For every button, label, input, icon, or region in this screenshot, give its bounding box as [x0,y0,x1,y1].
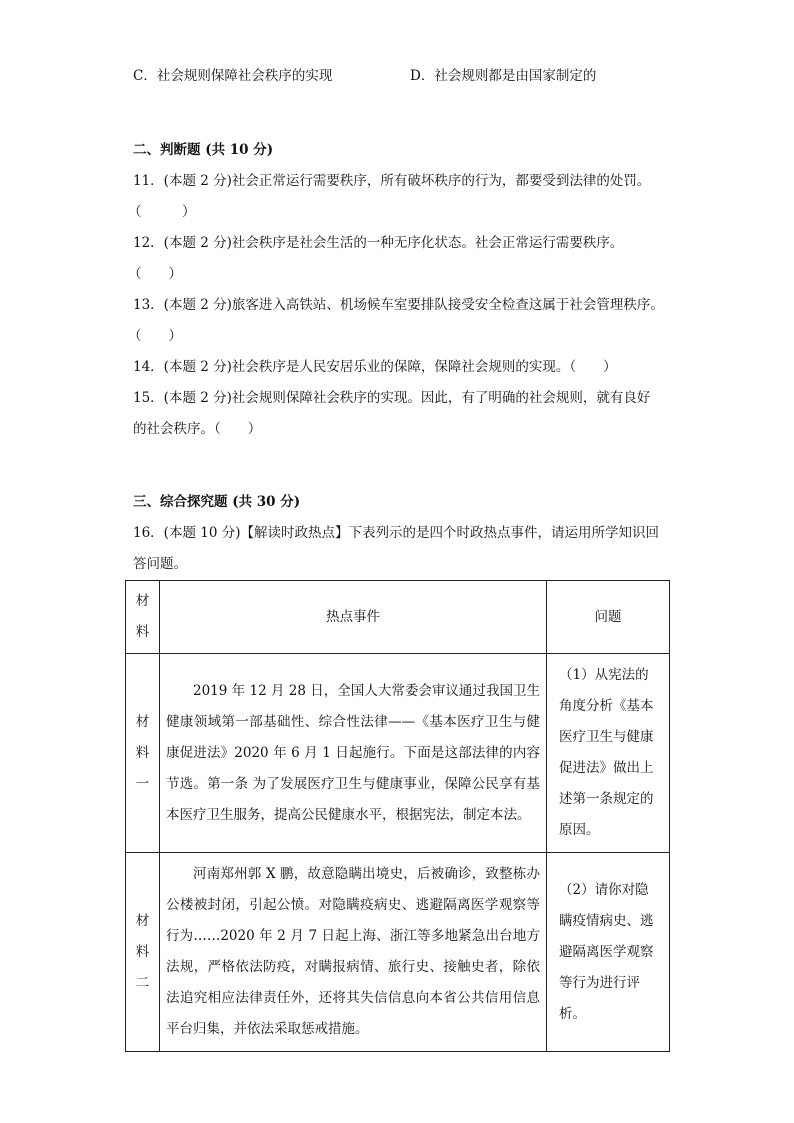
row-1-event [160,654,547,853]
section-3-title: 三、综合探究题 (共 30 分) [133,494,301,510]
row-1-material-char-1: 材 [135,713,150,730]
row-2-event [160,853,547,1052]
row-2-material-char-1: 材 [135,912,150,929]
question-14: 14．(本题 2 分)社会秩序是人民安居乐业的保障，保障社会规则的实现。（ ） [133,359,617,375]
table-header-row [126,581,670,654]
row-2-material [126,853,160,1052]
hot-events-table [125,580,670,1052]
row-1-event-text: 2019 年 12 月 28 日，全国人大常委会审议通过我国卫生健康领域第一部基础性、综合性法律——《基本医疗卫生与健康促进法》2020 年 6 月 1 日起施行。下面是这部法律的内容节选。第一条 为了发展医疗卫生与健康事业，保障公民享有基本医疗卫生服务，提高公民健康水平，根据宪法，制定本法。 [166,682,540,823]
row-1-question: （1）从宪法的角度分析《基本医疗卫生与健康促进法》做出上述第一条规定的原因。 [547,654,670,853]
row-2-event-text: 河南郑州郭 X 鹏，故意隐瞒出境史，后被确诊，致整栋办公楼被封闭，引起公愤。对隐瞒疫病史、逃避隔离医学观察等行为……2020 年 2 月 7 日起上海、浙江等多地紧急出台地方法规，严格依法防疫，对瞒报病情、旅行史、接触史者，除依法追究相应法律责任外，还将其失信信息向本省公共信用信息平台归集，并依法采取惩戒措施。 [166,866,540,1037]
question-13-blank: （ ） [128,328,182,344]
row-1-material [126,654,160,853]
question-12-blank: （ ） [128,266,182,282]
header-event: 热点事件 [160,581,547,654]
row-1-material-char-3: 一 [135,775,150,792]
choice-d: D．社会规则都是由国家制定的 [410,68,597,84]
section-2-title: 二、判断题 (共 10 分) [133,142,274,158]
row-2-material-char-2: 料 [135,943,150,960]
table-row [126,853,670,1052]
question-16-intro: 16．(本题 10 分)【解读时政热点】下表列示的是四个时政热点事件，请运用所学知识回 [133,525,659,541]
row-2-question: （2）请你对隐瞒疫情病史、逃避隔离医学观察等行为进行评析。 [547,853,670,1052]
header-material-char-2: 料 [135,624,150,640]
question-11: 11．(本题 2 分)社会正常运行需要秩序，所有破坏秩序的行为，都要受到法律的处罚。 [133,173,651,189]
question-11-blank: （ ） [128,204,196,220]
row-1-material-char-2: 料 [135,744,150,761]
question-16-intro-cont: 答问题。 [133,556,187,572]
header-material [126,581,160,654]
question-12: 12．(本题 2 分)社会秩序是社会生活的一种无序化状态。社会正常运行需要秩序。 [133,235,624,251]
question-15: 15．(本题 2 分)社会规则保障社会秩序的实现。因此，有了明确的社会规则，就有良好 [133,390,651,406]
header-material-char-1: 材 [135,593,150,609]
question-15-cont: 的社会秩序。（ ） [133,421,262,437]
question-13: 13．(本题 2 分)旅客进入高铁站、机场候车室要排队接受安全检查这属于社会管理秩序。 [133,297,664,313]
choice-c: C．社会规则保障社会秩序的实现 [133,68,333,84]
row-2-material-char-3: 二 [135,974,150,991]
header-question: 问题 [547,581,670,654]
table-row [126,654,670,853]
